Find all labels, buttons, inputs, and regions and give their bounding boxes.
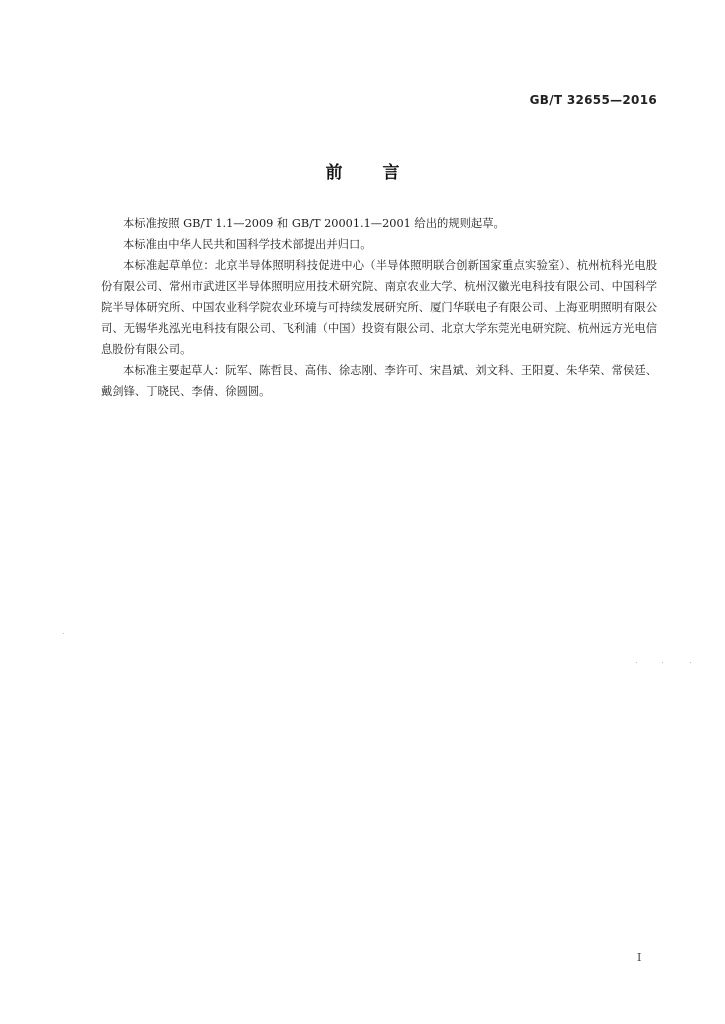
paragraph-drafting-rules: 本标准按照 GB/T 1.1—2009 和 GB/T 20001.1—2001 给出的规则起草。 [123, 217, 505, 230]
section-title-part-1: 前 [325, 163, 343, 183]
scan-speck [636, 662, 637, 663]
scan-speck [63, 633, 64, 634]
section-title-part-2: 言 [382, 163, 400, 183]
page-number: I [637, 951, 642, 964]
paragraph-drafting-units: 本标准起草单位：北京半导体照明科技促进中心（半导体照明联合创新国家重点实验室）、杭州杭科光电股份有限公司、常州市武进区半导体照明应用技术研究院、南京农业大学、杭州汉徽光电科技有限公司、中国科学院半导体研究所、中国农业科学院农业环境与可持续发展研究所、厦门华联电子有限公司、上海亚明照明有限公司、无锡华兆泓光电科技有限公司、飞利浦（中国）投资有限公司、北京大学东莞光电研究院、杭州远方光电信息股份有限公司。 [101, 259, 657, 356]
standard-code: GB/T 32655—2016 [529, 93, 657, 107]
scan-speck [662, 662, 663, 663]
section-title [0, 158, 725, 183]
paragraph-proposer: 本标准由中华人民共和国科学技术部提出并归口。 [123, 238, 372, 251]
foreword-body [101, 213, 657, 402]
paragraph-drafters: 本标准主要起草人：阮军、陈哲艮、高伟、徐志刚、李许可、宋昌斌、刘文科、王阳夏、朱华荣、常侯廷、戴剑锋、丁晓民、李倩、徐圆圆。 [101, 364, 657, 398]
scan-speck [690, 662, 691, 663]
